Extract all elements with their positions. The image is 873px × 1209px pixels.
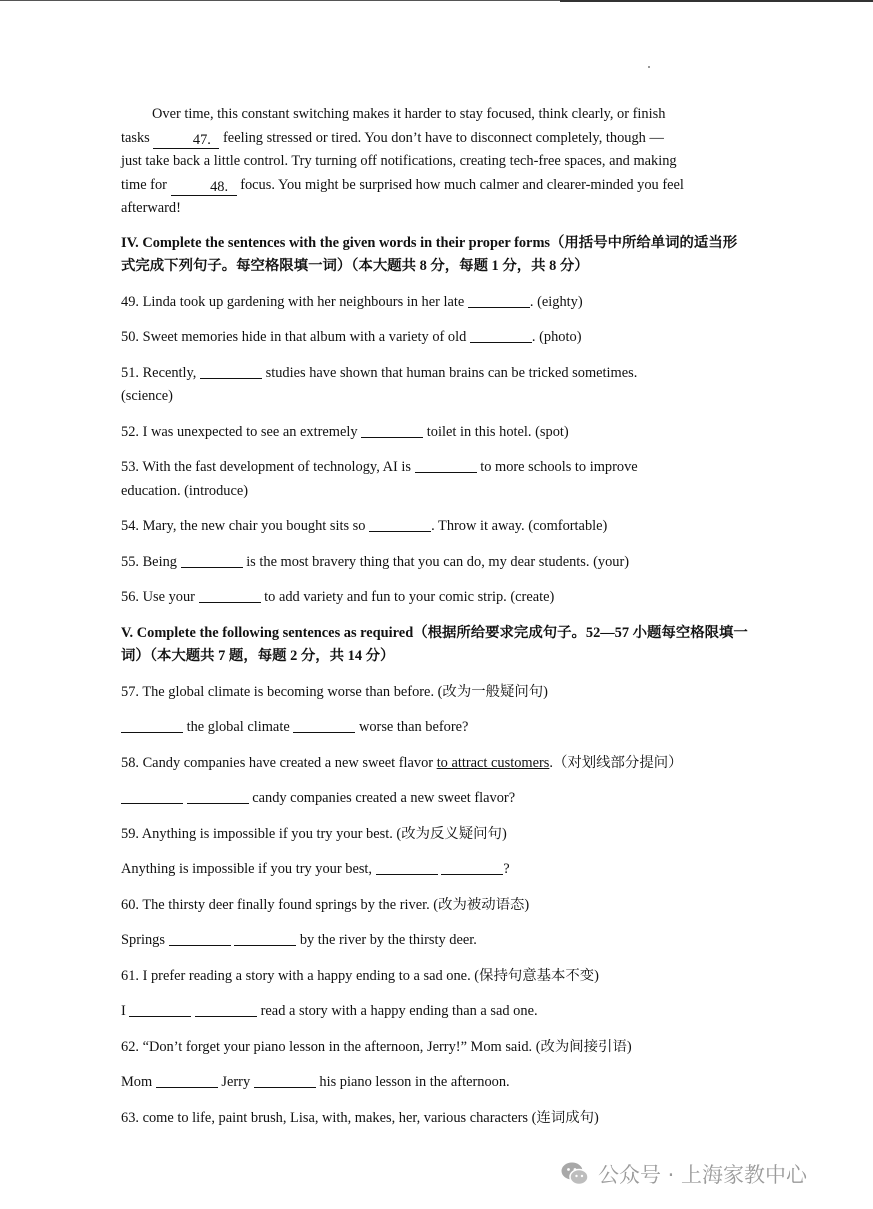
question-60: 60. The thirsty deer finally found springs by the river. (改为被动语态)	[121, 896, 530, 913]
answer-blank[interactable]	[369, 515, 431, 532]
blank-48[interactable]: 48.	[171, 179, 237, 196]
question-52: 52. I was unexpected to see an extremely toilet in this hotel. (spot)	[121, 421, 751, 445]
question-57: 57. The global climate is becoming worse than before. (改为一般疑问句)	[121, 683, 548, 700]
answer-blank[interactable]	[361, 421, 423, 438]
answer-blank[interactable]	[195, 1000, 257, 1017]
answer-blank[interactable]	[169, 929, 231, 946]
question-50: 50. Sweet memories hide in that album with a variety of old . (photo)	[121, 326, 751, 350]
answer-62: Mom Jerry his piano lesson in the afternoon.	[121, 1071, 751, 1095]
question-59: 59. Anything is impossible if you try your best. (改为反义疑问句)	[121, 825, 507, 842]
answer-blank[interactable]	[470, 326, 532, 343]
answer-blank[interactable]	[121, 787, 183, 804]
answer-blank[interactable]	[181, 551, 243, 568]
answer-blank[interactable]	[254, 1071, 316, 1088]
question-63: 63. come to life, paint brush, Lisa, with, makes, her, various characters (连词成句)	[121, 1109, 599, 1126]
blank-47[interactable]: 47.	[153, 132, 219, 149]
answer-blank[interactable]	[376, 858, 438, 875]
question-62: 62. “Don’t forget your piano lesson in the afternoon, Jerry!” Mom said. (改为间接引语)	[121, 1038, 632, 1055]
answer-59: Anything is impossible if you try your best, ?	[121, 858, 751, 882]
watermark	[560, 1156, 807, 1192]
question-54: 54. Mary, the new chair you bought sits so . Throw it away. (comfortable)	[121, 515, 751, 539]
answer-blank[interactable]	[441, 858, 503, 875]
answer-blank[interactable]	[156, 1071, 218, 1088]
wechat-icon	[560, 1161, 590, 1187]
answer-blank[interactable]	[200, 362, 262, 379]
underlined-phrase: to attract customers	[436, 754, 550, 771]
answer-58: candy companies created a new sweet flavor?	[121, 787, 751, 811]
answer-blank[interactable]	[129, 1000, 191, 1017]
answer-blank[interactable]	[415, 456, 477, 473]
reading-passage: Over time, this constant switching makes it harder to stay focused, think clearly, or finish tasks 47. feeling stressed or tired. You don’t have to disconnect completely, though — just take back a little control. Try turning off notifications, creating tech-free spaces, and making time for 48. focus. You might be surprised how much calmer and clearer-minded you feel afterward!	[121, 106, 684, 216]
section-v-heading: V. Complete the following sentences as required（根据所给要求完成句子。52—57 小题每空格限填一词）（本大题共 7 题，每题 2 分，共 14 分）	[121, 624, 748, 664]
answer-blank[interactable]	[199, 586, 261, 603]
question-56: 56. Use your to add variety and fun to your comic strip. (create)	[121, 586, 751, 610]
question-58: 58. Candy companies have created a new sweet flavor to attract customers.（对划线部分提问）	[121, 754, 683, 771]
scan-dot	[648, 66, 650, 68]
answer-blank[interactable]	[293, 716, 355, 733]
answer-blank[interactable]	[234, 929, 296, 946]
answer-blank[interactable]	[187, 787, 249, 804]
page-top-border-dark	[560, 0, 873, 2]
watermark-text: 公众号 · 上海家教中心	[598, 1163, 808, 1187]
answer-57: the global climate worse than before?	[121, 716, 751, 740]
question-61: 61. I prefer reading a story with a happy ending to a sad one. (保持句意基本不变)	[121, 967, 599, 984]
answer-60: Springs by the river by the thirsty deer.	[121, 929, 751, 953]
section-iv-heading: IV. Complete the sentences with the given words in their proper forms（用括号中所给单词的适当形式完成下列句子。每空格限填一词）（本大题共 8 分，每题 1 分，共 8 分）	[121, 234, 738, 274]
answer-blank[interactable]	[468, 291, 530, 308]
answer-61: I read a story with a happy ending than a sad one.	[121, 1000, 751, 1024]
question-53: 53. With the fast development of technology, AI is to more schools to improve education. (introduce)	[121, 456, 751, 503]
answer-blank[interactable]	[121, 716, 183, 733]
document-page	[121, 103, 751, 1142]
question-51: 51. Recently, studies have shown that human brains can be tricked sometimes. (science)	[121, 362, 751, 409]
question-55: 55. Being is the most bravery thing that you can do, my dear students. (your)	[121, 551, 751, 575]
question-49: 49. Linda took up gardening with her neighbours in her late . (eighty)	[121, 291, 751, 315]
